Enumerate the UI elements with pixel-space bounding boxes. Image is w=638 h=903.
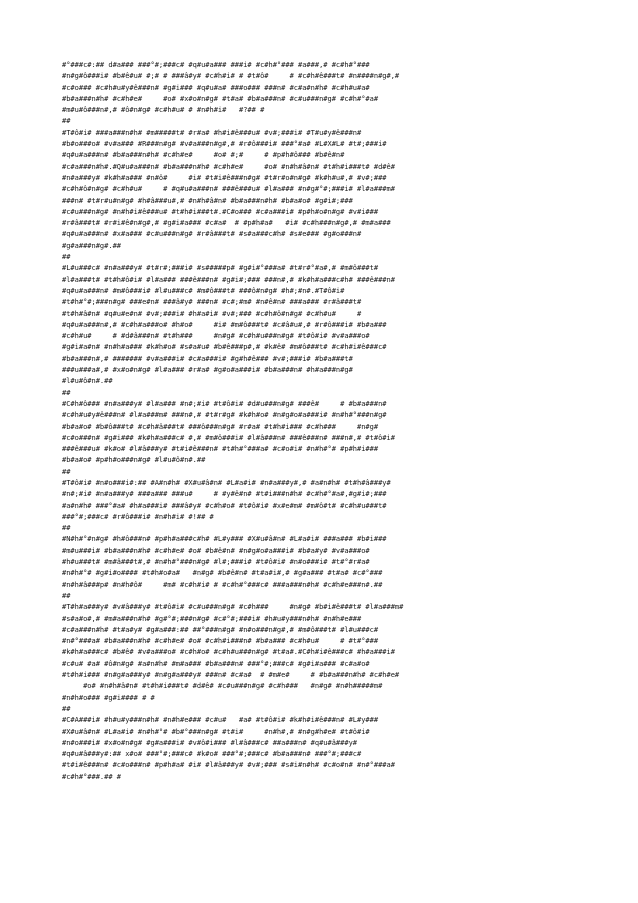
document-body-text: #°###c#:## d#a### ###°#;###c# #q#u#a### ###i# #c#h#°### #a###,# #c#h#°### #n#g#ô###i# #b#ê#u# #;# # ###â#y# #c#h#i# # #t#ô# # #c#h#ê###t# #n####n#g#,# #c#o### #c#h#u#y#ê###n# #g#i### #q#u#a# ###o### ###n# #c#a#n#h# #c#h#u#a# #b#a###n#h# #c#h#e# #o# #x#o#n#g# #t#a# #b#a###n# #c#u###n#g# #c#h#°#a# #m#u#ô###n#,# #ô#n#g# #c#h#u# # #n#h#i# #?## # ## #T#ô#i# ###a###n#h# #m#####t# #r#a# #h#i#ê###u# #v#;###i# #T#u#y#ê###n# #b#o###o# #v#a### #R###n#g# #v#a###n#g#,# #r#ô###i# ###°#a# #L#X#L# #t#;###i# #q#u#a###n# #b#a###n#h# #c#h#e# #o# #;# # #p#h#ô### #b#ê#n# #c#a###n#h#.#Q#u#a###n# #b#a###n#h# #c#h#e# #o# #n#h#â#n# #t#h#i###t# #d#ê# #n#a###y# #k#h#a### #n#ô# #i# #t#i#ê###n#g# #t#r#o#n#g# #k#h#u#,# #v#;### #c#h#ô#n#g# #c#h#u# # #q#u#a###n# ###ê###u# #l#a### #n#g#°#;###i# #l#a###m# ###n# #t#r#u#n#g# #h#â###u#,# #n#h#â#n# #b#a###n#h# #b#a#o# #g#i#;### #c#u###n#g# #n#h#i#ê###u# #t#h#i###t#.#C#o### #c#a###i# #p#h#o#n#g# #v#i### #r#â###t# #r#i#ê#n#g#,# #g#i#a### #c#a# # #p#h#a# #i# #c#h###n#g#,# #m#a### #q#u#a###n# #x#a### #c#u###n#g# #r#â###t# #s#a###c#h# #s#e### #g#o###n# #g#a###n#g#.## ## #L#u###c# #n#a###y# #t#r#;###i# #s#####p# #g#i#°###a# #t#r#°#a#,# #m#ô###t# #l#a###t# #t#h#ô#i# #l#a### ###ê###n# #g#i#;### ###n#,# #k#h#a###c#h# ###ê###n# #q#u#a###n# #m#ô###i# #l#u###c# #m#ô###t# ###ô#n#g# #h#;#n#.#T#ô#i# #t#h#°#;###n#g# ###e#n# ###â#y# ###n# #c#;#m# #n#ê#n# ###a### #r#â###t# #t#h#â#n# #q#u#e#n# #v#;###i# #h#a#i# #v#;### #c#h#ô#n#g# #c#h#u# # #q#u#a###n#,# #c#h#a###o# #h#o# #i# #m#ô###t# #c#â#u#,# #r#ô###i# #b#a### #c#h#u# # #d#â###n# #t#h### #n#g# #c#h#u###n#g# #t#ô#i# #v#a###o# #g#i#a#n# #n#h#a### #k#h#o# #s#a#u# #b#ê###p#,# #k#ê# #m#ô###t# #c#h#i#ê###c# #b#a###n#,# ####### #v#a###i# #c#a###i# #g#h#ê### #v#;###i# #b#a###t# ###u###a#,# #x#o#n#g# #l#a### #r#a# #g#o#a###i# #b#a###n# #h#a###n#g# #l#u#ô#n#.## ## #C#h#ô### #n#a###y# #l#a### #n#;#i# #t#ô#i# #d#u###n#g# ###ê# # #b#a###n# #c#h#u#y#ê###n# #l#a###m# ###n#,# #t#r#g# #k#h#o# #n#g#o#a###i# #n#h#°###n#g# #b#a#o# #b#ô###t# #c#h#â###t# ###ô###n#g# #r#a# #t#h#i### #c#h### #n#g# #c#o###n# #g#i### #k#h#a###c# #,# #m#ô###i# #l#â###n# ###ê###n# ###n#,# #t#ô#i# ###ê###u# #k#o# #l#â###y# #t#i#ê###n# #t#h#°###a# #c#o#i# #n#h#°# #p#h#i### #b#a#o# #p#h#o###n#g# #l#u#ô#n#.## ## #T#ô#i# #n#o###i#:## #A#n#h# #X#u#â#n# #L#a#i# #n#a###y#,# #a#n#h# #t#h#â###y# #n#;#i# #n#a###y# ###a### ###u# # #y#ê#n# #t#i###n#h# #c#h#°#a#,#g#i#;### #a#n#h# ###°#a# #h#a###i# ###â#y# #c#h#o# #t#ô#i# #x#e#m# #m#ô#t# #c#h#u###t# ###°#;###c# #r#ô###i# #n#h#i# #!## # ## #N#h#°#n#g# #h#ô###n# #p#h#a###c#h# #L#y### #X#u#â#n# #L#a#i# ###a### #b#i### #m#u###i# #b#a###n#h# #c#h#e# #o# #b#ê#n# #n#g#o#a###i# #b#a#y# #v#a###o# #h#u###t# #m#â###t#,# #n#h#°###n#g# #l#;###i# #t#ô#i# #n#o###i# #t#°#r#a# #n#h#°# #g#i#o#### #t#h#o#a# #n#g# #b#ê#n# #t#a#i#,# #g#a### #t#a# #c#°### #n#h#â###p# #n#h#ô# #m# #c#h#i# # #c#h#°###c# ###a###n#h# #c#h#e###n#.## ## #T#h#a###y# #v#â###y# #t#ô#i# #c#u###n#g# #c#h### #n#g# #b#i#ê###t# #l#a###m# #s#a#o#,# #m#a###n#h# #g#°#;###n#g# #c#°#;###i# #h#u#y###n#h# #n#h#e### #c#a###n#h# #t#a#y# #g#a###:## ##°###n#g# #n#o###n#g#,# #m#ô###t# #l#u###c# #n#°###a# #b#a###n#h# #c#h#e# #o# #c#h#i###n# #b#a### #c#h#u# # #t#°### #k#h#a###c# #b#ê# #v#a###o# #c#h#o# #c#h#u###n#g# #t#a#.#C#h#i#ê###c# #h#a###i# #c#u# #a# #ô#n#g# #a#n#h# #m#a### #b#a###n# ###°#;###c# #g#i#a### #c#a#o# #t#h#i### #n#g#a###y# #n#g#a###y# ###n# #c#a# # #m#e# # #b#a###n#h# #c#h#e# #o# #n#h#â#n# #t#h#i###t# #d#ê# #c#u###n#g# #c#h### #n#g# #n#h#####m# #n#h#o### #g#i#### # # ## #C#A###i# #h#u#y###n#h# #n#h#e### #c#u# #a# #t#ô#i# #k#h#i#ê###n# #L#y### #X#u#â#n# #L#a#i# #n#h#°# #b#°###n#g# #t#i# #n#h#,# #n#g#h#e# #t#ô#i# #n#o###i# #x#o#n#g# #g#a###i# #v#ô#i### #l#â###c# ##a###n# #q#u#â###y# #q#u#â###y#:## x#o# ###°#;###c# #k#o# ###°#;###c# #b#a###n# ###°#;###c# #t#i#ê###n# #c#o###n# #p#h#a# #i# #l#â###y# #v#;### #s#i#n#h# #c#o#n# #n#°###a# #c#h#°###.## # bbox=[62, 61, 404, 781]
